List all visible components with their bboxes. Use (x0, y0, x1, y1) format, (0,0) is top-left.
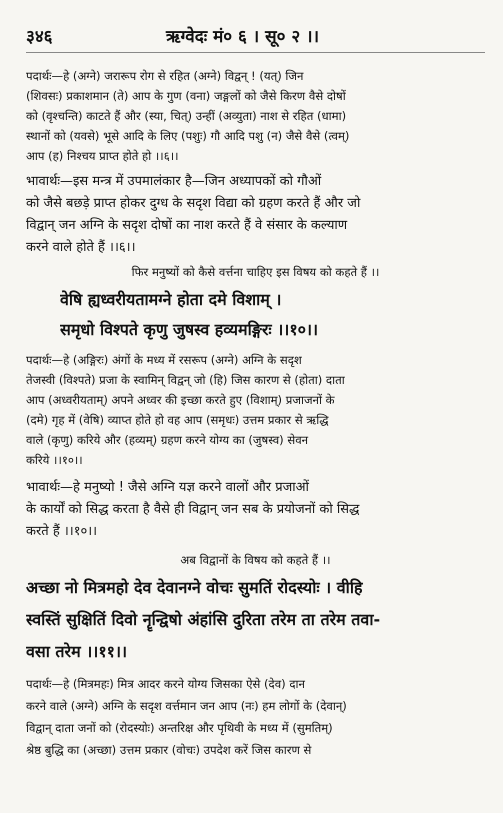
text-line: भावार्थः—हे मनुष्यो ! जैसे अग्नि यज्ञ करने वालों और प्रजाओं (26, 480, 309, 495)
text-line: वाले (कृणु) करिये और (हव्यम्) ग्रहण करने योग्य का (जुषस्व) सेवन (26, 433, 309, 447)
mantra-line: अच्छा नो मित्रमहो देव देवानग्ने वोचः सुमतिं रोदस्योः । वीहि (26, 578, 363, 597)
mantra-line: स्वस्तिं सुक्षितिं दिवो नॄन्द्विषो अंहांसि दुरिता तरेम ता तरेम तवा- (26, 610, 381, 629)
page-header (26, 24, 483, 50)
text-line: को जैसे बछड़े प्राप्त होकर दुग्ध के सदृश विद्या को ग्रहण करते हैं और जो (26, 196, 361, 211)
text-line: आप (ह) निश्चय प्राप्त होते हो ।।६।। (26, 149, 179, 163)
text-line: तेजस्वी (विश्पते) प्रजा के स्वामिन् विद्वन् जो (हि) जिस कारण से (होता) दाता (26, 373, 345, 387)
text-line: आप (अध्वरीयताम्) अपने अध्वर की इच्छा करते हुए (विशाम्) प्रजाजनों के (26, 393, 335, 407)
text-line: विद्वान् दाता जनों को (रोदस्योः) अन्तरिक्ष और पृथिवी के मध्य में (सुमतिम्) (26, 721, 333, 735)
text-line: श्रेष्ठ बुद्धि का (अच्छा) उत्तम प्रकार (वोचः) उपदेश करें जिस कारण से (26, 743, 312, 757)
text-line: को (वृश्चन्ति) काटते हैं और (स्या, चित्) उन्हीं (अव्युता) नाश से रहित (धामा) (26, 109, 347, 123)
mantra-line: समृधो विश्पते कृणु जुषस्व हव्यमङ्गिरः ।।१०।। (60, 320, 319, 339)
text-line: करने वाले (अग्ने) अग्नि के सदृश वर्त्तमान जन आप (नः) हम लोगों के (देवान्) (26, 699, 347, 713)
page-number: ३४६ (26, 27, 53, 47)
section-intro: अब विद्वानों के विषय को कहते हैं ।। (180, 553, 331, 567)
section-intro: फिर मनुष्यों को कैसे वर्त्तना चाहिए इस विषय को कहते हैं ।। (131, 265, 380, 279)
mantra-line: वेषि ह्यध्वरीयतामग्ने होता दमे विशाम् । (60, 290, 282, 309)
text-line: पदार्थः—हे (अङ्गिरः) अंगों के मध्य में रसरूप (अग्ने) अग्नि के सदृश (26, 353, 302, 367)
text-line: भावार्थः—इस मन्त्र में उपमालंकार है—जिन अध्यापकों को गौओं (26, 174, 322, 189)
text-line: करते हैं ।।१०।। (26, 524, 98, 539)
text-line: के कार्यों को सिद्ध करता है वैसे ही विद्वान् जन सब के प्रयोजनों को सिद्ध (26, 502, 360, 517)
text-line: स्थानों को (यवसे) भूसे आदि के लिए (पशुः) गौ आदि पशु (न) जैसे वैसे (त्वम्) (26, 129, 350, 143)
text-line: करने वाले होते हैं ।।६।। (26, 240, 136, 255)
mantra-line: वसा तरेम ।।११।। (26, 642, 128, 661)
text-line: (दमे) गृह में (वेषि) व्याप्त होते हो वह आप (समृधः) उत्तम प्रकार से ऋद्धि (26, 413, 329, 427)
text-line: पदार्थः—हे (मित्रमहः) मित्र आदर करने योग्य जिसका ऐसे (देव) दान (26, 677, 305, 691)
running-title: ऋग्वेदः मं० ६ । सू० २ ।। (166, 27, 320, 47)
text-line: विद्वान् जन अग्नि के सदृश दोषों का नाश करते हैं वे संसार के कल्याण (26, 218, 348, 233)
text-line: करिये ।।१०।। (26, 453, 83, 467)
text-line: पदार्थः—हे (अग्ने) जरारूप रोग से रहित (अग्ने) विद्वन् ! (यत्) जिन (26, 69, 304, 83)
text-line: (शिवसः) प्रकाशमान (ते) आप के गुण (वना) जङ्गलों को जैसे किरण वैसे दोषों (26, 89, 346, 103)
header-rule (26, 52, 485, 53)
